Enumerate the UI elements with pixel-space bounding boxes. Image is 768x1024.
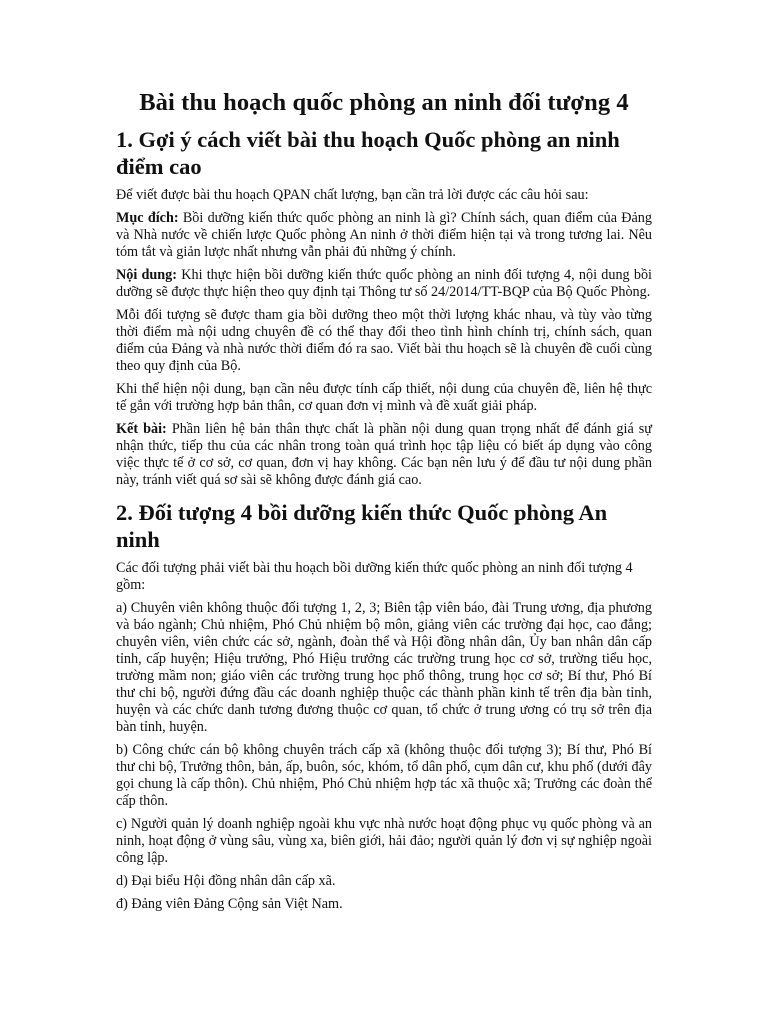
document-page — [116, 86, 652, 919]
list-item-d: d) Đại biểu Hội đồng nhân dân cấp xã. — [116, 873, 336, 889]
conclusion-text: Phần liên hệ bản thân thực chất là phần nội dung quan trọng nhất để đánh giá sự nhận thức, tiếp thu của các nhân trong toàn quá trình học tập liệu có biết áp dụng vào công việc thực tế ở cơ sở, cơ quan, đơn vị hay không. Các bạn nên lưu ý để đầu tư nội dung phần này, tránh viết quá sơ sài sẽ không được đánh giá cao. — [116, 421, 652, 488]
conclusion-paragraph — [116, 421, 652, 489]
content-label: Nội dung: — [116, 267, 177, 283]
section-1-heading: 1. Gợi ý cách viết bài thu hoạch Quốc phòng an ninh điểm cao — [116, 127, 620, 179]
show-content-paragraph: Khi thể hiện nội dung, bạn cần nêu được tính cấp thiết, nội dung của chuyên đề, liên hệ thực tế gắn với trường hợp bản thân, cơ quan đơn vị mình và đề xuất giải pháp. — [116, 381, 652, 414]
each-subject-paragraph: Mỗi đối tượng sẽ được tham gia bồi dưỡng theo một thời lượng khác nhau, và tùy vào từng thời điểm mà nội udng chuyên đề có thể thay đổi theo tình hình chính trị, chính sách, quan điểm của Đảng và nhà nước thời điểm đó ra sao. Viết bài thu hoạch sẽ là chuyên đề cuối cùng theo quy định của Bộ. — [116, 307, 652, 374]
content-paragraph — [116, 267, 652, 301]
list-item-dd: đ) Đảng viên Đảng Cộng sản Việt Nam. — [116, 896, 343, 912]
purpose-text: Bồi dưỡng kiến thức quốc phòng an ninh là gì? Chính sách, quan điểm của Đảng và Nhà nước về chiến lược Quốc phòng An ninh ở thời điểm hiện tại và trong tương lai. Nêu tóm tắt và giản lược nhất nhưng vẫn phải đủ những ý chính. — [116, 210, 652, 260]
purpose-paragraph — [116, 210, 652, 261]
document-title: Bài thu hoạch quốc phòng an ninh đối tượng 4 — [139, 89, 629, 116]
section-2-heading: 2. Đối tượng 4 bồi dưỡng kiến thức Quốc phòng An ninh — [116, 500, 608, 552]
content-text: Khi thực hiện bồi dưỡng kiến thức quốc phòng an ninh đối tượng 4, nội dung bồi dưỡng sẽ được thực hiện theo quy định tại Thông tư số 24/2014/TT-BQP của Bộ Quốc Phòng. — [116, 267, 652, 300]
section-2-intro: Các đối tượng phải viết bài thu hoạch bồi dưỡng kiến thức quốc phòng an ninh đối tượng 4 gồm: — [116, 560, 633, 593]
list-item-a: a) Chuyên viên không thuộc đối tượng 1, 2, 3; Biên tập viên báo, đài Trung ương, địa phương và báo ngành; Chủ nhiệm, Phó Chủ nhiệm bộ môn, giảng viên các trường đại học, cao đẳng; chuyên viên, viên chức các sở, ngành, đoàn thể và Hội đồng nhân dân, Ủy ban nhân dân cấp tỉnh, cấp huyện; Hiệu trưởng, Phó Hiệu trưởng các trường trung học cơ sở, trường tiểu học, trường mầm non; giáo viên các trường trung học phổ thông, trung học cơ sở; Bí thư, Phó Bí thư chi bộ, người đứng đầu các doanh nghiệp thuộc các thành phần kinh tế trên địa bàn tỉnh, huyện và các chức danh tương đương thuộc cơ quan, tổ chức ở trung ương có trụ sở trên địa bàn tỉnh, huyện. — [116, 600, 652, 735]
purpose-label: Mục đích: — [116, 210, 179, 226]
list-item-b: b) Công chức cán bộ không chuyên trách cấp xã (không thuộc đối tượng 3); Bí thư, Phó Bí thư chi bộ, Trưởng thôn, bản, ấp, buôn, sóc, khóm, tổ dân phố, cụm dân cư, khu phố (dưới đây gọi chung là cấp thôn). Chủ nhiệm, Phó Chủ nhiệm hợp tác xã thuộc xã; Trưởng các đoàn thể cấp thôn. — [116, 742, 652, 809]
conclusion-label: Kết bài: — [116, 421, 167, 437]
list-item-c: c) Người quản lý doanh nghiệp ngoài khu vực nhà nước hoạt động phục vụ quốc phòng và an ninh, hoạt động ở vùng sâu, vùng xa, biên giới, hải đảo; người quản lý đơn vị sự nghiệp ngoài công lập. — [116, 816, 652, 866]
section-1-intro: Để viết được bài thu hoạch QPAN chất lượng, bạn cần trả lời được các câu hỏi sau: — [116, 187, 589, 203]
